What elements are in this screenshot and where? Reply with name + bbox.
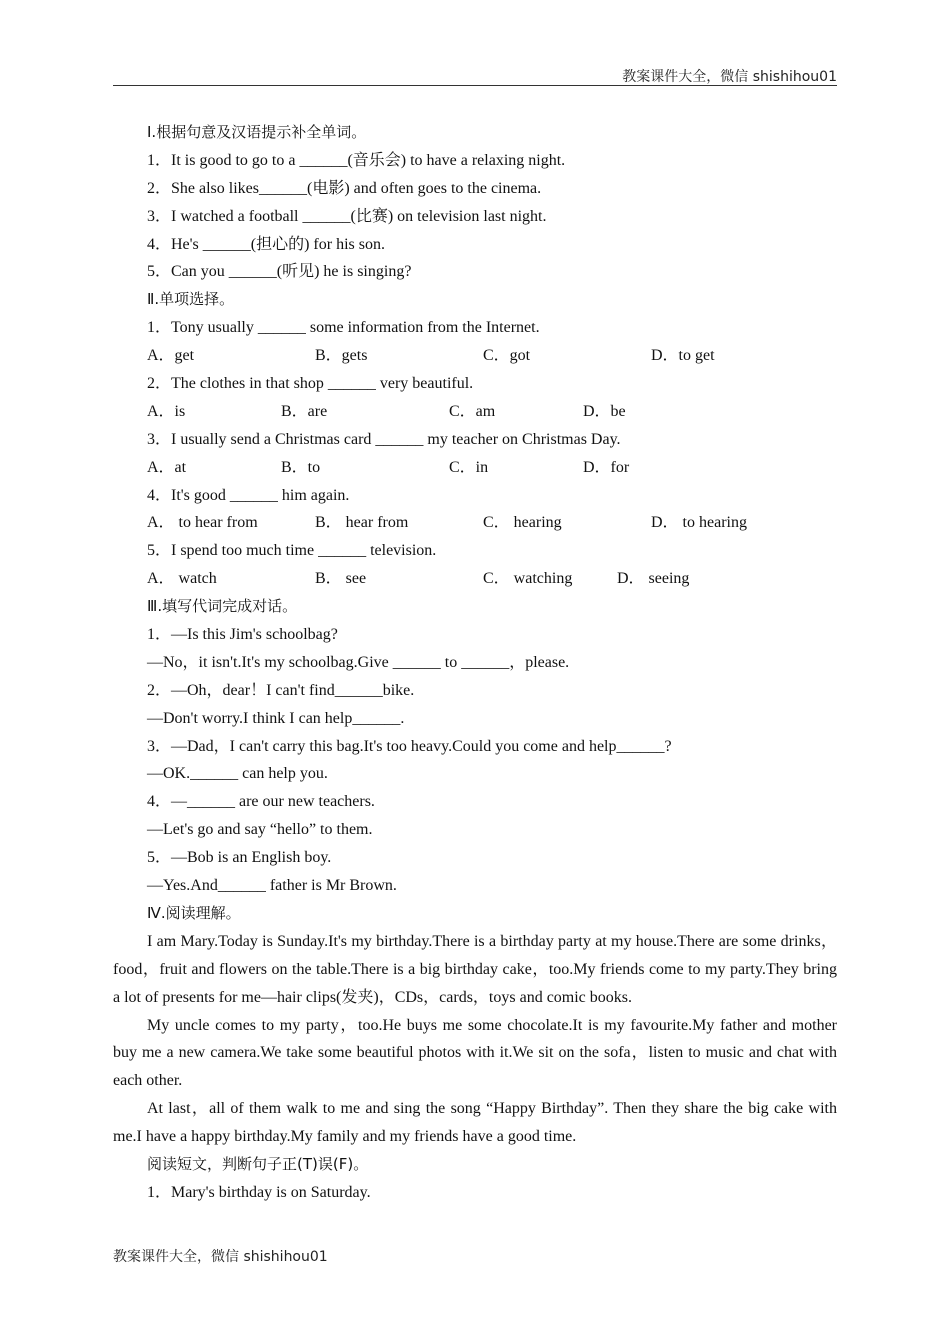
option-a: A．get	[147, 347, 195, 365]
question-options	[113, 342, 837, 370]
option-b: B．gets	[315, 347, 368, 365]
worksheet-body	[113, 119, 837, 1207]
option-b: B．are	[281, 402, 328, 420]
header-divider	[113, 85, 837, 86]
option-c: C．in	[449, 458, 489, 476]
section-1-item: 5．Can you ______(听见) he is singing?	[147, 263, 412, 281]
dialogue-line: 5．—Bob is an English boy.	[147, 849, 332, 867]
option-c: C．am	[449, 402, 496, 420]
question-options	[113, 565, 837, 593]
question-stem: 1．Tony usually ______ some information from the Internet.	[147, 319, 540, 337]
question-stem: 3．I usually send a Christmas card ______ my teacher on Christmas Day.	[147, 430, 621, 448]
section-1-item: 3．I watched a football ______(比赛) on television last night.	[147, 207, 547, 225]
dialogue-line: 2．—Oh，dear！I can't find______bike.	[147, 681, 415, 699]
section-1-title: Ⅰ.根据句意及汉语提示补全单词。	[147, 123, 367, 141]
option-a: A． to hear from	[147, 514, 258, 532]
option-b: B． see	[315, 570, 367, 588]
section-3-title: Ⅲ.填写代词完成对话。	[147, 597, 298, 616]
option-a: A． watch	[147, 570, 217, 588]
section-1-item: 4．He's ______(担心的) for his son.	[147, 235, 385, 253]
option-a: A．is	[147, 402, 186, 420]
section-2-title: Ⅱ.单项选择。	[147, 290, 235, 309]
option-c: C． hearing	[483, 514, 562, 532]
option-d: D．to get	[651, 347, 715, 365]
passage-paragraph: At last，all of them walk to me and sing the song “Happy Birthday”. Then they share the big cake with me.I have a happy birthday.My family and my friends have a good time.	[113, 1100, 837, 1146]
option-d: D． seeing	[617, 570, 690, 588]
question-options	[113, 398, 837, 426]
dialogue-line: —Yes.And______ father is Mr Brown.	[147, 877, 397, 895]
option-a: A．at	[147, 458, 187, 476]
passage-paragraph: I am Mary.Today is Sunday.It's my birthday.There is a birthday party at my house.There are some drinks，food，fruit and flowers on the table.There is a big birthday cake，too.My friends come to my party.They bring a lot of presents for me—hair clips(发夹)，CDs，cards，toys and comic books.	[113, 932, 837, 1006]
question-stem: 2．The clothes in that shop ______ very beautiful.	[147, 375, 474, 393]
dialogue-line: 3．—Dad，I can't carry this bag.It's too heavy.Could you come and help______?	[147, 737, 672, 755]
question-stem: 4．It's good ______ him again.	[147, 486, 350, 504]
passage-paragraph: My uncle comes to my party，too.He buys me some chocolate.It is my favourite.My father and mother buy me a new camera.We take some beautiful photos with it.We sit on the sofa，listen to music and chat with each other.	[113, 1016, 838, 1090]
page-header: 教案课件大全，微信 shishihou01	[622, 69, 837, 85]
option-b: B．to	[281, 458, 321, 476]
section-1-item: 2．She also likes______(电影) and often goes to the cinema.	[147, 179, 542, 197]
option-d: D．be	[583, 402, 626, 420]
reading-instruction: 阅读短文，判断句子正(T)误(F)。	[147, 1155, 369, 1174]
dialogue-line: 4．—______ are our new teachers.	[147, 793, 375, 811]
option-c: C． watching	[483, 570, 573, 588]
question-options	[113, 454, 837, 482]
true-false-item: 1．Mary's birthday is on Saturday.	[147, 1183, 371, 1201]
question-options	[113, 509, 837, 537]
reading-passage	[113, 928, 837, 1151]
dialogue-line: —Let's go and say “hello” to them.	[147, 821, 373, 839]
option-c: C．got	[483, 347, 531, 365]
section-4-title: Ⅳ.阅读理解。	[147, 903, 241, 922]
option-d: D．for	[583, 458, 630, 476]
page-footer: 教案课件大全，微信 shishihou01	[113, 1249, 328, 1265]
section-1-item: 1．It is good to go to a ______(音乐会) to have a relaxing night.	[147, 151, 566, 169]
dialogue-line: —OK.______ can help you.	[147, 765, 328, 783]
question-stem: 5．I spend too much time ______ television.	[147, 542, 437, 560]
option-d: D． to hearing	[651, 514, 747, 532]
dialogue-line: —No，it isn't.It's my schoolbag.Give ______ to ______，please.	[147, 653, 570, 671]
dialogue-line: —Don't worry.I think I can help______.	[147, 709, 405, 727]
dialogue-line: 1．—Is this Jim's schoolbag?	[147, 626, 338, 644]
option-b: B． hear from	[315, 514, 409, 532]
